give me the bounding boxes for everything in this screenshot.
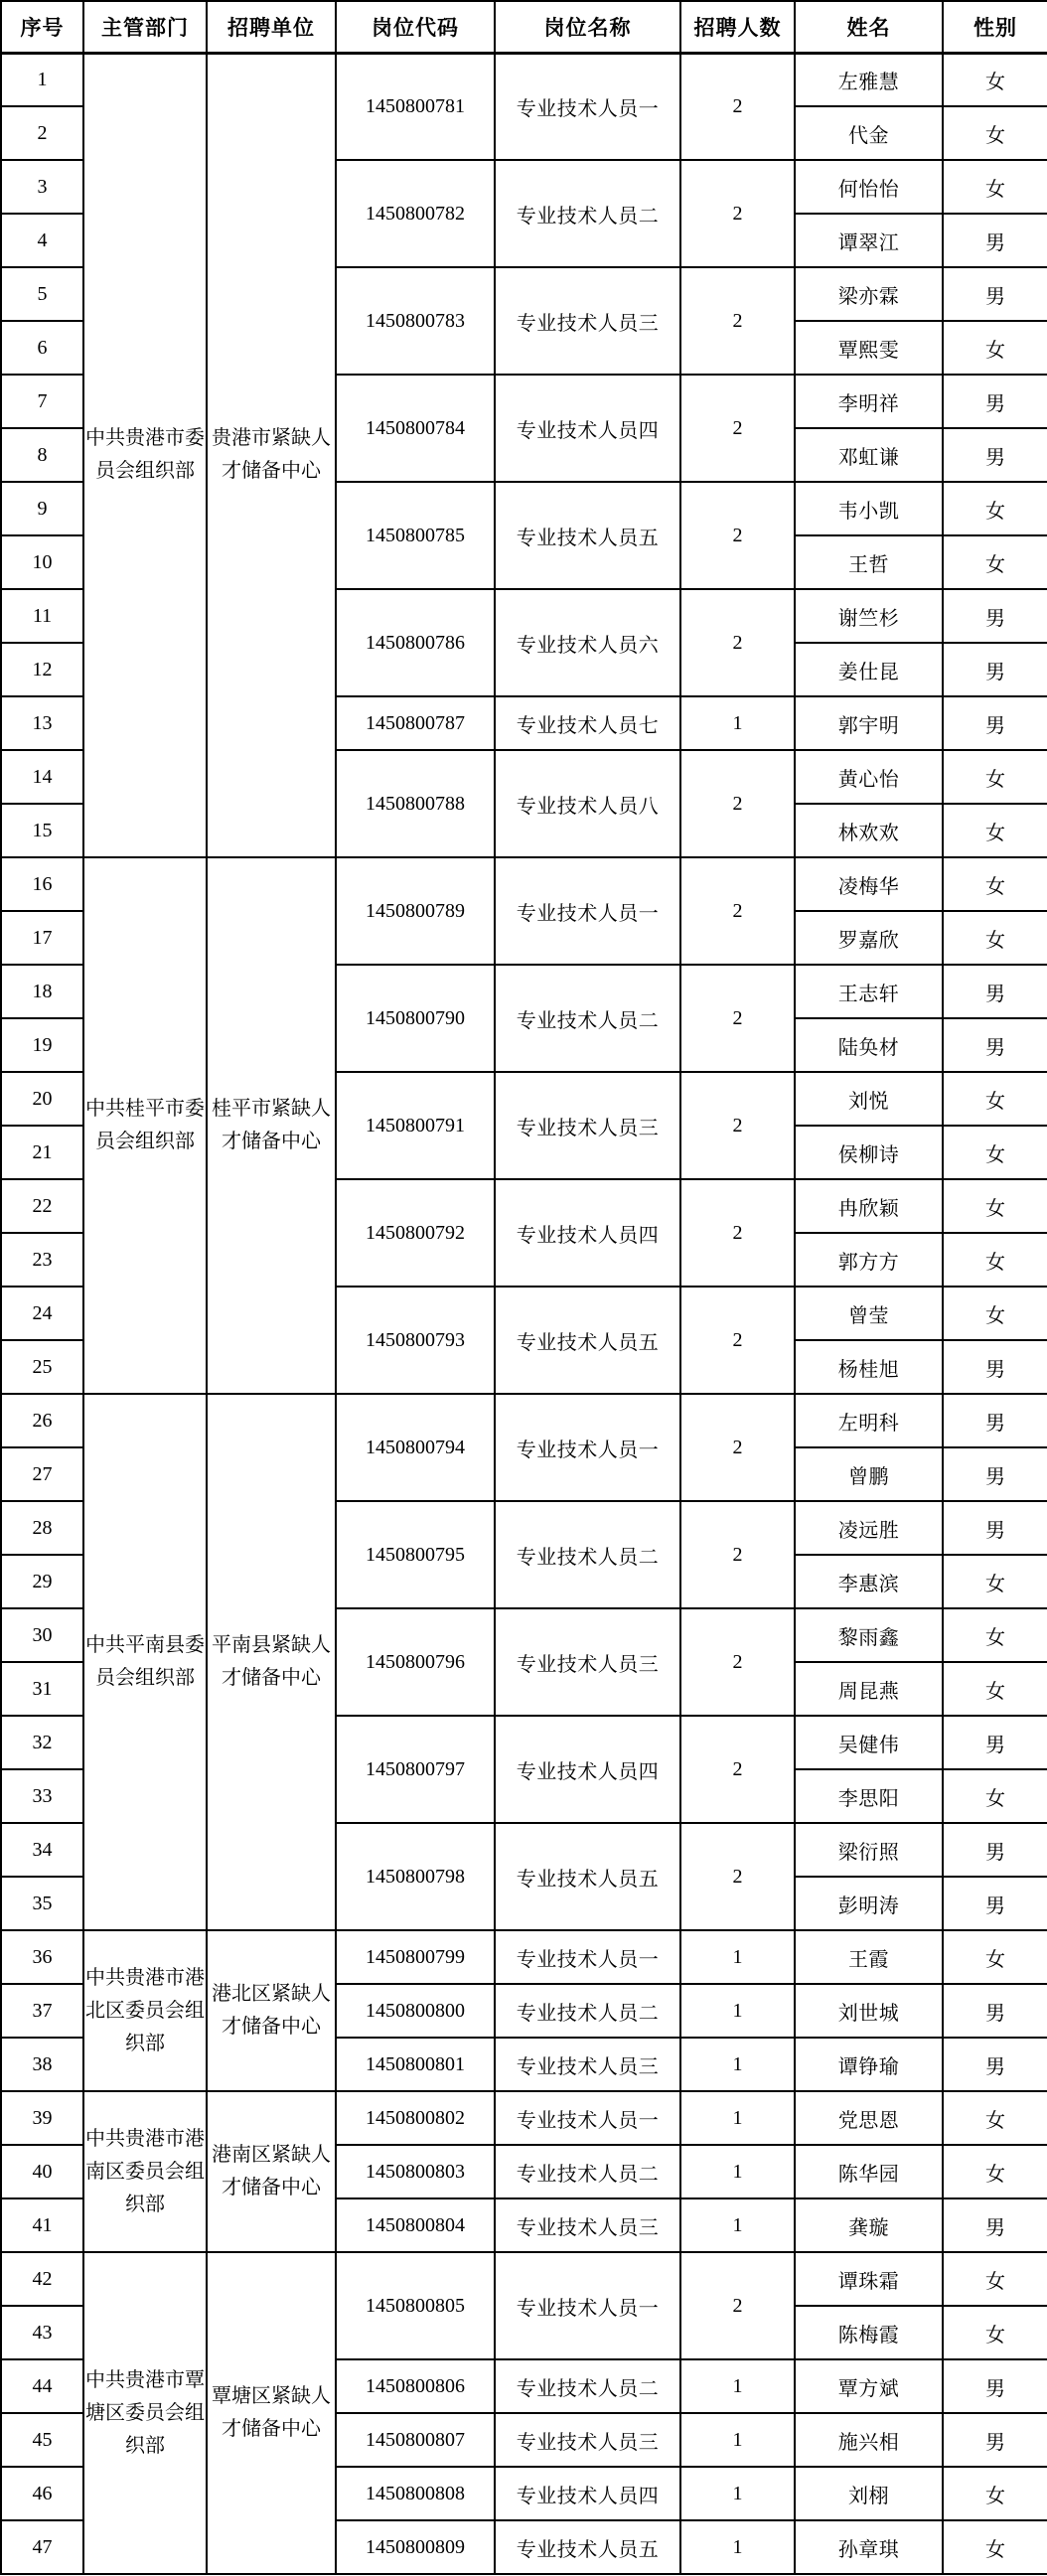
position-code-cell: 1450800800	[336, 1984, 495, 2038]
gender-cell: 女	[943, 2091, 1047, 2145]
position-code-cell: 1450800808	[336, 2467, 495, 2520]
candidate-name-cell: 黎雨鑫	[795, 1608, 943, 1662]
candidate-name-cell: 左明科	[795, 1394, 943, 1447]
gender-cell: 女	[943, 804, 1047, 857]
candidate-name-cell: 何怡怡	[795, 160, 943, 214]
candidate-name-cell: 王哲	[795, 535, 943, 589]
recruit-count-cell: 1	[680, 696, 795, 750]
recruit-count-cell: 2	[680, 857, 795, 965]
gender-cell: 女	[943, 857, 1047, 911]
serial-cell: 2	[1, 106, 83, 160]
candidate-name-cell: 凌梅华	[795, 857, 943, 911]
serial-cell: 26	[1, 1394, 83, 1447]
serial-cell: 21	[1, 1126, 83, 1179]
candidate-name-cell: 谢竺杉	[795, 589, 943, 643]
serial-cell: 20	[1, 1072, 83, 1126]
position-title-cell: 专业技术人员五	[495, 2520, 680, 2574]
candidate-name-cell: 刘栩	[795, 2467, 943, 2520]
position-title-cell: 专业技术人员五	[495, 482, 680, 589]
gender-cell: 女	[943, 1930, 1047, 1984]
recruit-count-cell: 1	[680, 2091, 795, 2145]
unit-cell: 港北区紧缺人才储备中心	[207, 1930, 336, 2091]
serial-cell: 30	[1, 1608, 83, 1662]
position-title-cell: 专业技术人员四	[495, 1716, 680, 1823]
position-code-cell: 1450800802	[336, 2091, 495, 2145]
serial-cell: 39	[1, 2091, 83, 2145]
gender-cell: 女	[943, 1072, 1047, 1126]
gender-cell: 女	[943, 2306, 1047, 2359]
gender-cell: 女	[943, 2145, 1047, 2198]
position-title-cell: 专业技术人员三	[495, 2038, 680, 2091]
serial-cell: 40	[1, 2145, 83, 2198]
recruit-count-cell: 2	[680, 1287, 795, 1394]
gender-cell: 男	[943, 589, 1047, 643]
position-title-cell: 专业技术人员三	[495, 267, 680, 375]
candidate-name-cell: 孙章琪	[795, 2520, 943, 2574]
candidate-name-cell: 梁衍照	[795, 1823, 943, 1877]
position-title-cell: 专业技术人员四	[495, 1179, 680, 1287]
gender-cell: 男	[943, 428, 1047, 482]
position-title-cell: 专业技术人员三	[495, 1608, 680, 1716]
candidate-name-cell: 罗嘉欣	[795, 911, 943, 965]
table-row	[1, 2252, 1047, 2306]
recruit-count-cell: 2	[680, 1072, 795, 1179]
serial-cell: 31	[1, 1662, 83, 1716]
candidate-name-cell: 侯柳诗	[795, 1126, 943, 1179]
candidate-name-cell: 彭明涛	[795, 1877, 943, 1930]
recruit-count-cell: 1	[680, 2198, 795, 2252]
table-row	[1, 857, 1047, 911]
candidate-name-cell: 冉欣颖	[795, 1179, 943, 1233]
serial-cell: 24	[1, 1287, 83, 1340]
header-title: 岗位名称	[495, 1, 680, 53]
serial-cell: 5	[1, 267, 83, 321]
gender-cell: 男	[943, 1447, 1047, 1501]
gender-cell: 女	[943, 2467, 1047, 2520]
serial-cell: 33	[1, 1769, 83, 1823]
position-code-cell: 1450800804	[336, 2198, 495, 2252]
recruit-count-cell: 2	[680, 2252, 795, 2359]
candidate-name-cell: 龚璇	[795, 2198, 943, 2252]
position-code-cell: 1450800781	[336, 53, 495, 160]
position-title-cell: 专业技术人员一	[495, 1394, 680, 1501]
serial-cell: 23	[1, 1233, 83, 1287]
position-code-cell: 1450800790	[336, 965, 495, 1072]
gender-cell: 女	[943, 1662, 1047, 1716]
position-title-cell: 专业技术人员二	[495, 2145, 680, 2198]
serial-cell: 10	[1, 535, 83, 589]
serial-cell: 4	[1, 214, 83, 267]
position-title-cell: 专业技术人员二	[495, 2359, 680, 2413]
header-name: 姓名	[795, 1, 943, 53]
gender-cell: 男	[943, 214, 1047, 267]
gender-cell: 男	[943, 375, 1047, 428]
position-code-cell: 1450800806	[336, 2359, 495, 2413]
candidate-name-cell: 韦小凯	[795, 482, 943, 535]
candidate-name-cell: 李明祥	[795, 375, 943, 428]
recruit-count-cell: 2	[680, 160, 795, 267]
candidate-name-cell: 陈华园	[795, 2145, 943, 2198]
serial-cell: 35	[1, 1877, 83, 1930]
header-department: 主管部门	[83, 1, 207, 53]
candidate-name-cell: 邓虹谦	[795, 428, 943, 482]
serial-cell: 27	[1, 1447, 83, 1501]
gender-cell: 女	[943, 2520, 1047, 2574]
candidate-name-cell: 吴健伟	[795, 1716, 943, 1769]
table-row	[1, 1930, 1047, 1984]
position-title-cell: 专业技术人员一	[495, 1930, 680, 1984]
position-title-cell: 专业技术人员一	[495, 2091, 680, 2145]
serial-cell: 22	[1, 1179, 83, 1233]
serial-cell: 29	[1, 1555, 83, 1608]
serial-cell: 36	[1, 1930, 83, 1984]
serial-cell: 11	[1, 589, 83, 643]
gender-cell: 女	[943, 1555, 1047, 1608]
candidate-name-cell: 凌远胜	[795, 1501, 943, 1555]
position-title-cell: 专业技术人员二	[495, 965, 680, 1072]
position-title-cell: 专业技术人员二	[495, 1501, 680, 1608]
candidate-name-cell: 曾鹏	[795, 1447, 943, 1501]
position-title-cell: 专业技术人员八	[495, 750, 680, 857]
gender-cell: 女	[943, 1233, 1047, 1287]
gender-cell: 女	[943, 106, 1047, 160]
position-code-cell: 1450800799	[336, 1930, 495, 1984]
department-cell: 中共平南县委员会组织部	[83, 1394, 207, 1930]
position-title-cell: 专业技术人员一	[495, 53, 680, 160]
recruit-count-cell: 2	[680, 1501, 795, 1608]
department-cell: 中共贵港市港南区委员会组织部	[83, 2091, 207, 2252]
gender-cell: 男	[943, 2038, 1047, 2091]
recruit-count-cell: 1	[680, 2520, 795, 2574]
serial-cell: 25	[1, 1340, 83, 1394]
gender-cell: 女	[943, 535, 1047, 589]
gender-cell: 女	[943, 53, 1047, 106]
unit-cell: 覃塘区紧缺人才储备中心	[207, 2252, 336, 2574]
table-row	[1, 53, 1047, 106]
gender-cell: 女	[943, 2252, 1047, 2306]
candidate-name-cell: 党思恩	[795, 2091, 943, 2145]
candidate-name-cell: 李思阳	[795, 1769, 943, 1823]
gender-cell: 男	[943, 1716, 1047, 1769]
serial-cell: 3	[1, 160, 83, 214]
position-title-cell: 专业技术人员三	[495, 2198, 680, 2252]
candidate-name-cell: 谭铮瑜	[795, 2038, 943, 2091]
serial-cell: 16	[1, 857, 83, 911]
position-title-cell: 专业技术人员二	[495, 160, 680, 267]
gender-cell: 男	[943, 1823, 1047, 1877]
serial-cell: 42	[1, 2252, 83, 2306]
position-title-cell: 专业技术人员三	[495, 2413, 680, 2467]
recruit-count-cell: 2	[680, 965, 795, 1072]
recruit-count-cell: 2	[680, 53, 795, 160]
position-code-cell: 1450800793	[336, 1287, 495, 1394]
candidate-name-cell: 谭珠霜	[795, 2252, 943, 2306]
position-code-cell: 1450800803	[336, 2145, 495, 2198]
position-code-cell: 1450800789	[336, 857, 495, 965]
position-code-cell: 1450800801	[336, 2038, 495, 2091]
candidate-name-cell: 陈梅霞	[795, 2306, 943, 2359]
serial-cell: 32	[1, 1716, 83, 1769]
position-title-cell: 专业技术人员五	[495, 1823, 680, 1930]
gender-cell: 女	[943, 750, 1047, 804]
candidate-name-cell: 李惠滨	[795, 1555, 943, 1608]
serial-cell: 41	[1, 2198, 83, 2252]
position-code-cell: 1450800794	[336, 1394, 495, 1501]
serial-cell: 12	[1, 643, 83, 696]
serial-cell: 47	[1, 2520, 83, 2574]
position-code-cell: 1450800809	[336, 2520, 495, 2574]
department-cell: 中共贵港市委员会组织部	[83, 53, 207, 857]
gender-cell: 女	[943, 1287, 1047, 1340]
unit-cell: 桂平市紧缺人才储备中心	[207, 857, 336, 1394]
unit-cell: 平南县紧缺人才储备中心	[207, 1394, 336, 1930]
position-title-cell: 专业技术人员七	[495, 696, 680, 750]
position-code-cell: 1450800796	[336, 1608, 495, 1716]
candidate-name-cell: 覃熙雯	[795, 321, 943, 375]
department-cell: 中共贵港市港北区委员会组织部	[83, 1930, 207, 2091]
recruit-count-cell: 1	[680, 2359, 795, 2413]
position-title-cell: 专业技术人员一	[495, 2252, 680, 2359]
candidate-name-cell: 施兴相	[795, 2413, 943, 2467]
position-code-cell: 1450800791	[336, 1072, 495, 1179]
candidate-name-cell: 林欢欢	[795, 804, 943, 857]
header-serial: 序号	[1, 1, 83, 53]
candidate-name-cell: 刘悦	[795, 1072, 943, 1126]
position-title-cell: 专业技术人员四	[495, 2467, 680, 2520]
gender-cell: 男	[943, 1501, 1047, 1555]
position-code-cell: 1450800798	[336, 1823, 495, 1930]
candidate-name-cell: 曾莹	[795, 1287, 943, 1340]
recruit-count-cell: 2	[680, 482, 795, 589]
candidate-name-cell: 覃方斌	[795, 2359, 943, 2413]
serial-cell: 45	[1, 2413, 83, 2467]
unit-cell: 港南区紧缺人才储备中心	[207, 2091, 336, 2252]
gender-cell: 男	[943, 2198, 1047, 2252]
serial-cell: 1	[1, 53, 83, 106]
serial-cell: 14	[1, 750, 83, 804]
position-code-cell: 1450800805	[336, 2252, 495, 2359]
candidate-name-cell: 左雅慧	[795, 53, 943, 106]
header-unit: 招聘单位	[207, 1, 336, 53]
position-title-cell: 专业技术人员四	[495, 375, 680, 482]
recruit-count-cell: 2	[680, 1394, 795, 1501]
position-code-cell: 1450800792	[336, 1179, 495, 1287]
table-body	[1, 53, 1047, 2574]
position-title-cell: 专业技术人员二	[495, 1984, 680, 2038]
recruit-count-cell: 2	[680, 1716, 795, 1823]
serial-cell: 18	[1, 965, 83, 1018]
position-title-cell: 专业技术人员三	[495, 1072, 680, 1179]
recruit-count-cell: 2	[680, 1179, 795, 1287]
gender-cell: 女	[943, 482, 1047, 535]
gender-cell: 男	[943, 1018, 1047, 1072]
position-code-cell: 1450800807	[336, 2413, 495, 2467]
candidate-name-cell: 王志轩	[795, 965, 943, 1018]
serial-cell: 9	[1, 482, 83, 535]
recruit-count-cell: 1	[680, 2038, 795, 2091]
serial-cell: 37	[1, 1984, 83, 2038]
gender-cell: 女	[943, 321, 1047, 375]
serial-cell: 8	[1, 428, 83, 482]
header-gender: 性别	[943, 1, 1047, 53]
candidate-name-cell: 代金	[795, 106, 943, 160]
recruit-count-cell: 2	[680, 750, 795, 857]
candidate-name-cell: 谭翠江	[795, 214, 943, 267]
gender-cell: 女	[943, 911, 1047, 965]
serial-cell: 6	[1, 321, 83, 375]
gender-cell: 男	[943, 643, 1047, 696]
serial-cell: 44	[1, 2359, 83, 2413]
position-code-cell: 1450800788	[336, 750, 495, 857]
gender-cell: 男	[943, 2413, 1047, 2467]
gender-cell: 男	[943, 1394, 1047, 1447]
gender-cell: 男	[943, 267, 1047, 321]
department-cell: 中共贵港市覃塘区委员会组织部	[83, 2252, 207, 2574]
gender-cell: 女	[943, 1769, 1047, 1823]
candidate-name-cell: 黄心怡	[795, 750, 943, 804]
gender-cell: 男	[943, 2359, 1047, 2413]
position-code-cell: 1450800783	[336, 267, 495, 375]
gender-cell: 男	[943, 696, 1047, 750]
serial-cell: 15	[1, 804, 83, 857]
recruit-count-cell: 2	[680, 589, 795, 696]
position-code-cell: 1450800786	[336, 589, 495, 696]
department-cell: 中共桂平市委员会组织部	[83, 857, 207, 1394]
candidate-name-cell: 姜仕昆	[795, 643, 943, 696]
recruit-count-cell: 2	[680, 1608, 795, 1716]
position-code-cell: 1450800797	[336, 1716, 495, 1823]
position-code-cell: 1450800795	[336, 1501, 495, 1608]
gender-cell: 男	[943, 1984, 1047, 2038]
position-title-cell: 专业技术人员一	[495, 857, 680, 965]
recruit-count-cell: 1	[680, 1984, 795, 2038]
gender-cell: 男	[943, 1877, 1047, 1930]
candidate-name-cell: 王霞	[795, 1930, 943, 1984]
recruit-count-cell: 1	[680, 2145, 795, 2198]
table-row	[1, 2091, 1047, 2145]
serial-cell: 43	[1, 2306, 83, 2359]
gender-cell: 女	[943, 1126, 1047, 1179]
position-code-cell: 1450800787	[336, 696, 495, 750]
candidate-name-cell: 郭宇明	[795, 696, 943, 750]
recruit-count-cell: 1	[680, 1930, 795, 1984]
candidate-name-cell: 周昆燕	[795, 1662, 943, 1716]
position-code-cell: 1450800784	[336, 375, 495, 482]
serial-cell: 34	[1, 1823, 83, 1877]
header-code: 岗位代码	[336, 1, 495, 53]
recruit-count-cell: 2	[680, 1823, 795, 1930]
candidate-name-cell: 杨桂旭	[795, 1340, 943, 1394]
gender-cell: 女	[943, 1179, 1047, 1233]
serial-cell: 38	[1, 2038, 83, 2091]
gender-cell: 男	[943, 965, 1047, 1018]
serial-cell: 46	[1, 2467, 83, 2520]
gender-cell: 男	[943, 1340, 1047, 1394]
position-code-cell: 1450800785	[336, 482, 495, 589]
serial-cell: 28	[1, 1501, 83, 1555]
position-title-cell: 专业技术人员六	[495, 589, 680, 696]
header-count: 招聘人数	[680, 1, 795, 53]
serial-cell: 19	[1, 1018, 83, 1072]
recruit-count-cell: 2	[680, 375, 795, 482]
serial-cell: 17	[1, 911, 83, 965]
candidate-name-cell: 梁亦霖	[795, 267, 943, 321]
position-code-cell: 1450800782	[336, 160, 495, 267]
table-row	[1, 1394, 1047, 1447]
candidate-name-cell: 陆奂材	[795, 1018, 943, 1072]
candidate-name-cell: 郭方方	[795, 1233, 943, 1287]
header-row	[1, 1, 1047, 53]
unit-cell: 贵港市紧缺人才储备中心	[207, 53, 336, 857]
position-title-cell: 专业技术人员五	[495, 1287, 680, 1394]
gender-cell: 女	[943, 1608, 1047, 1662]
serial-cell: 13	[1, 696, 83, 750]
gender-cell: 女	[943, 160, 1047, 214]
recruit-count-cell: 1	[680, 2413, 795, 2467]
recruit-count-cell: 1	[680, 2467, 795, 2520]
candidate-name-cell: 刘世城	[795, 1984, 943, 2038]
serial-cell: 7	[1, 375, 83, 428]
recruit-count-cell: 2	[680, 267, 795, 375]
